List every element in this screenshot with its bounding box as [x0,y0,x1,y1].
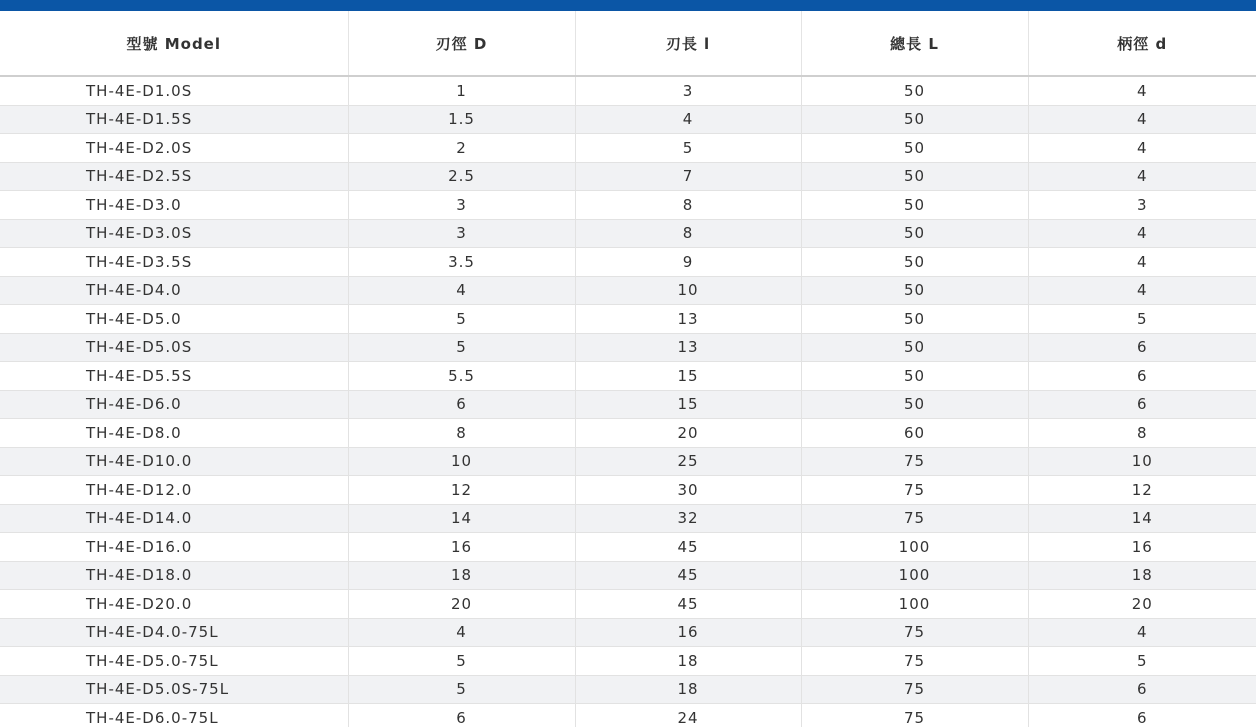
cell-blade-length: 45 [575,590,801,619]
spec-table-body [0,76,1256,727]
cell-blade-length: 7 [575,162,801,191]
cell-model: TH-4E-D5.0S-75L [0,675,348,704]
table-row [0,533,1256,562]
cell-model: TH-4E-D1.5S [0,105,348,134]
table-row [0,561,1256,590]
cell-blade-length: 25 [575,447,801,476]
cell-shank-diameter: 6 [1028,704,1256,727]
cell-overall-length: 75 [801,675,1028,704]
cell-blade-diameter: 3.5 [348,248,575,277]
cell-blade-length: 4 [575,105,801,134]
cell-overall-length: 100 [801,561,1028,590]
table-row [0,276,1256,305]
table-row [0,162,1256,191]
cell-shank-diameter: 5 [1028,305,1256,334]
table-row [0,419,1256,448]
cell-overall-length: 50 [801,191,1028,220]
cell-blade-diameter: 1.5 [348,105,575,134]
header-shank-diameter: 柄徑 d [1028,11,1256,76]
cell-shank-diameter: 6 [1028,362,1256,391]
cell-shank-diameter: 5 [1028,647,1256,676]
table-row [0,248,1256,277]
cell-overall-length: 75 [801,476,1028,505]
table-row [0,590,1256,619]
cell-model: TH-4E-D20.0 [0,590,348,619]
cell-blade-diameter: 6 [348,704,575,727]
table-row [0,333,1256,362]
cell-model: TH-4E-D6.0 [0,390,348,419]
cell-blade-length: 24 [575,704,801,727]
cell-blade-length: 5 [575,134,801,163]
cell-blade-length: 45 [575,561,801,590]
cell-blade-length: 15 [575,362,801,391]
cell-blade-length: 10 [575,276,801,305]
cell-overall-length: 50 [801,333,1028,362]
cell-blade-diameter: 20 [348,590,575,619]
header-blade-diameter: 刃徑 D [348,11,575,76]
cell-model: TH-4E-D12.0 [0,476,348,505]
table-row [0,647,1256,676]
cell-model: TH-4E-D4.0-75L [0,618,348,647]
table-row [0,191,1256,220]
cell-overall-length: 100 [801,533,1028,562]
cell-overall-length: 75 [801,447,1028,476]
cell-blade-length: 9 [575,248,801,277]
cell-shank-diameter: 6 [1028,390,1256,419]
cell-blade-diameter: 16 [348,533,575,562]
cell-model: TH-4E-D2.5S [0,162,348,191]
table-row [0,134,1256,163]
cell-overall-length: 50 [801,248,1028,277]
cell-overall-length: 50 [801,134,1028,163]
table-row [0,704,1256,727]
cell-model: TH-4E-D3.0 [0,191,348,220]
cell-overall-length: 50 [801,76,1028,105]
cell-shank-diameter: 16 [1028,533,1256,562]
cell-shank-diameter: 4 [1028,618,1256,647]
table-row [0,447,1256,476]
cell-model: TH-4E-D3.0S [0,219,348,248]
cell-shank-diameter: 6 [1028,675,1256,704]
cell-model: TH-4E-D4.0 [0,276,348,305]
cell-model: TH-4E-D3.5S [0,248,348,277]
cell-blade-length: 30 [575,476,801,505]
cell-model: TH-4E-D6.0-75L [0,704,348,727]
cell-blade-diameter: 18 [348,561,575,590]
cell-blade-length: 3 [575,76,801,105]
cell-overall-length: 50 [801,390,1028,419]
header-model: 型號 Model [0,11,348,76]
cell-shank-diameter: 20 [1028,590,1256,619]
cell-blade-diameter: 5 [348,305,575,334]
cell-blade-length: 18 [575,647,801,676]
cell-blade-length: 13 [575,305,801,334]
cell-overall-length: 75 [801,504,1028,533]
top-accent-bar [0,0,1256,11]
cell-blade-diameter: 5 [348,647,575,676]
cell-blade-length: 16 [575,618,801,647]
cell-model: TH-4E-D5.0S [0,333,348,362]
table-row [0,305,1256,334]
cell-model: TH-4E-D1.0S [0,76,348,105]
cell-model: TH-4E-D8.0 [0,419,348,448]
cell-blade-diameter: 12 [348,476,575,505]
spec-table-header [0,11,1256,76]
cell-shank-diameter: 4 [1028,219,1256,248]
cell-shank-diameter: 8 [1028,419,1256,448]
cell-blade-diameter: 6 [348,390,575,419]
spec-table [0,11,1256,727]
cell-blade-diameter: 8 [348,419,575,448]
cell-blade-length: 32 [575,504,801,533]
cell-shank-diameter: 4 [1028,162,1256,191]
cell-blade-length: 8 [575,219,801,248]
cell-shank-diameter: 4 [1028,105,1256,134]
cell-overall-length: 75 [801,647,1028,676]
table-row [0,618,1256,647]
header-blade-length: 刃長 l [575,11,801,76]
cell-model: TH-4E-D18.0 [0,561,348,590]
cell-overall-length: 75 [801,704,1028,727]
table-row [0,504,1256,533]
cell-shank-diameter: 6 [1028,333,1256,362]
cell-overall-length: 60 [801,419,1028,448]
cell-model: TH-4E-D16.0 [0,533,348,562]
cell-blade-diameter: 3 [348,219,575,248]
cell-shank-diameter: 4 [1028,248,1256,277]
cell-model: TH-4E-D2.0S [0,134,348,163]
cell-model: TH-4E-D5.0-75L [0,647,348,676]
cell-blade-diameter: 2 [348,134,575,163]
cell-overall-length: 50 [801,105,1028,134]
table-row [0,390,1256,419]
cell-shank-diameter: 4 [1028,76,1256,105]
cell-blade-length: 13 [575,333,801,362]
cell-blade-length: 18 [575,675,801,704]
header-row [0,11,1256,76]
cell-overall-length: 50 [801,305,1028,334]
cell-shank-diameter: 14 [1028,504,1256,533]
cell-overall-length: 50 [801,162,1028,191]
cell-blade-diameter: 5.5 [348,362,575,391]
table-row [0,76,1256,105]
cell-blade-diameter: 3 [348,191,575,220]
cell-blade-diameter: 5 [348,675,575,704]
cell-blade-length: 8 [575,191,801,220]
cell-overall-length: 100 [801,590,1028,619]
cell-blade-diameter: 14 [348,504,575,533]
cell-shank-diameter: 10 [1028,447,1256,476]
cell-model: TH-4E-D10.0 [0,447,348,476]
cell-shank-diameter: 4 [1028,134,1256,163]
cell-blade-diameter: 4 [348,618,575,647]
cell-overall-length: 50 [801,276,1028,305]
cell-blade-diameter: 10 [348,447,575,476]
header-overall-length: 總長 L [801,11,1028,76]
cell-shank-diameter: 18 [1028,561,1256,590]
cell-blade-diameter: 2.5 [348,162,575,191]
table-row [0,476,1256,505]
cell-shank-diameter: 12 [1028,476,1256,505]
table-row [0,362,1256,391]
cell-overall-length: 50 [801,362,1028,391]
cell-model: TH-4E-D5.0 [0,305,348,334]
cell-blade-length: 20 [575,419,801,448]
cell-shank-diameter: 3 [1028,191,1256,220]
table-row [0,105,1256,134]
cell-shank-diameter: 4 [1028,276,1256,305]
table-row [0,675,1256,704]
cell-overall-length: 75 [801,618,1028,647]
cell-model: TH-4E-D5.5S [0,362,348,391]
cell-blade-length: 15 [575,390,801,419]
cell-blade-diameter: 5 [348,333,575,362]
cell-blade-diameter: 4 [348,276,575,305]
cell-blade-length: 45 [575,533,801,562]
cell-blade-diameter: 1 [348,76,575,105]
table-row [0,219,1256,248]
cell-model: TH-4E-D14.0 [0,504,348,533]
cell-overall-length: 50 [801,219,1028,248]
